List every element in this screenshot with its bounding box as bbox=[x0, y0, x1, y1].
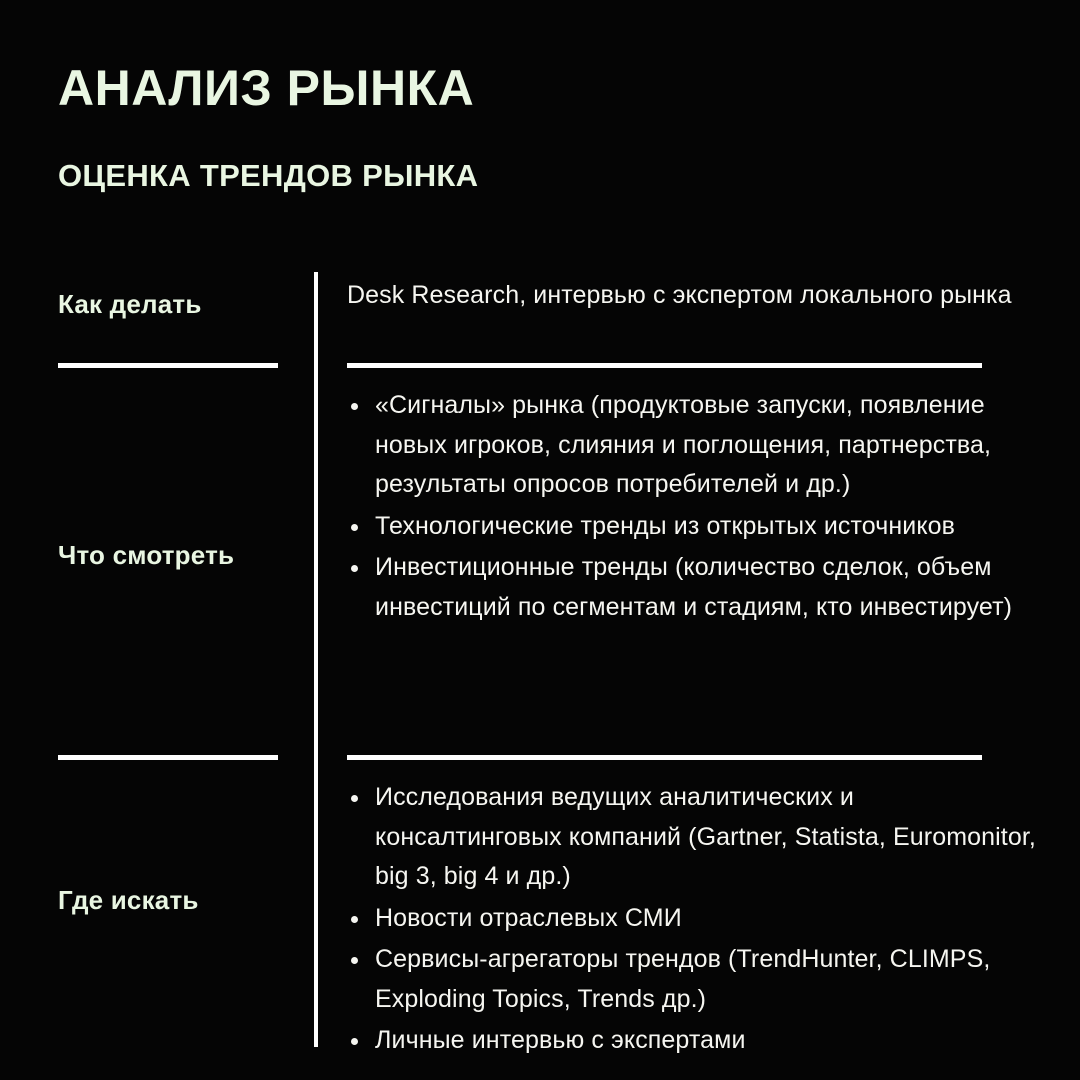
bullet-list-what-to-watch bbox=[347, 386, 1047, 627]
row-divider-left-2 bbox=[58, 755, 278, 760]
row-content-how-to-do bbox=[347, 276, 1047, 316]
paragraph-text: Desk Research, интервью с экспертом локального рынка bbox=[347, 281, 1012, 309]
page-subtitle: ОЦЕНКА ТРЕНДОВ РЫНКА bbox=[58, 157, 479, 193]
list-item-text: Новости отраслевых СМИ bbox=[375, 903, 682, 932]
column-divider bbox=[314, 272, 318, 1047]
row-label-what-to-watch: Что смотреть bbox=[58, 540, 235, 570]
list-item-text: Сервисы-агрегаторы трендов (TrendHunter, CLIMPS, Exploding Topics, Trends др.) bbox=[375, 945, 991, 1013]
list-item bbox=[347, 899, 1047, 939]
row-divider-right-1 bbox=[347, 363, 982, 368]
row-divider-right-2 bbox=[347, 755, 982, 760]
row-content-what-to-watch bbox=[347, 386, 1047, 629]
list-item bbox=[347, 778, 1047, 897]
page-title: АНАЛИЗ РЫНКА bbox=[58, 60, 475, 116]
list-item bbox=[347, 507, 1047, 547]
list-item bbox=[347, 386, 1047, 505]
list-item-text: Инвестиционные тренды (количество сделок, объем инвестиций по сегментам и стадиям, кто инвестирует) bbox=[375, 553, 1013, 621]
bullet-list-where-to-search bbox=[347, 778, 1047, 1061]
list-item-text: Личные интервью с экспертами bbox=[375, 1026, 746, 1054]
list-item-text: «Сигналы» рынка (продуктовые запуски, появление новых игроков, слияния и поглощения, партнерства, результаты опросов потребителей и др.) bbox=[375, 391, 992, 498]
row-label-how-to-do: Как делать bbox=[58, 289, 202, 319]
list-item-text: Исследования ведущих аналитических и консалтинговых компаний (Gartner, Statista, Euromonitor, big 3, big 4 и др.) bbox=[375, 783, 1036, 890]
list-item bbox=[347, 940, 1047, 1019]
list-item bbox=[347, 1021, 1047, 1061]
row-content-where-to-search bbox=[347, 778, 1047, 1063]
row-label-where-to-search: Где искать bbox=[58, 885, 199, 915]
list-item bbox=[347, 548, 1047, 627]
list-item-text: Технологические тренды из открытых источников bbox=[375, 511, 956, 540]
row-divider-left-1 bbox=[58, 363, 278, 368]
